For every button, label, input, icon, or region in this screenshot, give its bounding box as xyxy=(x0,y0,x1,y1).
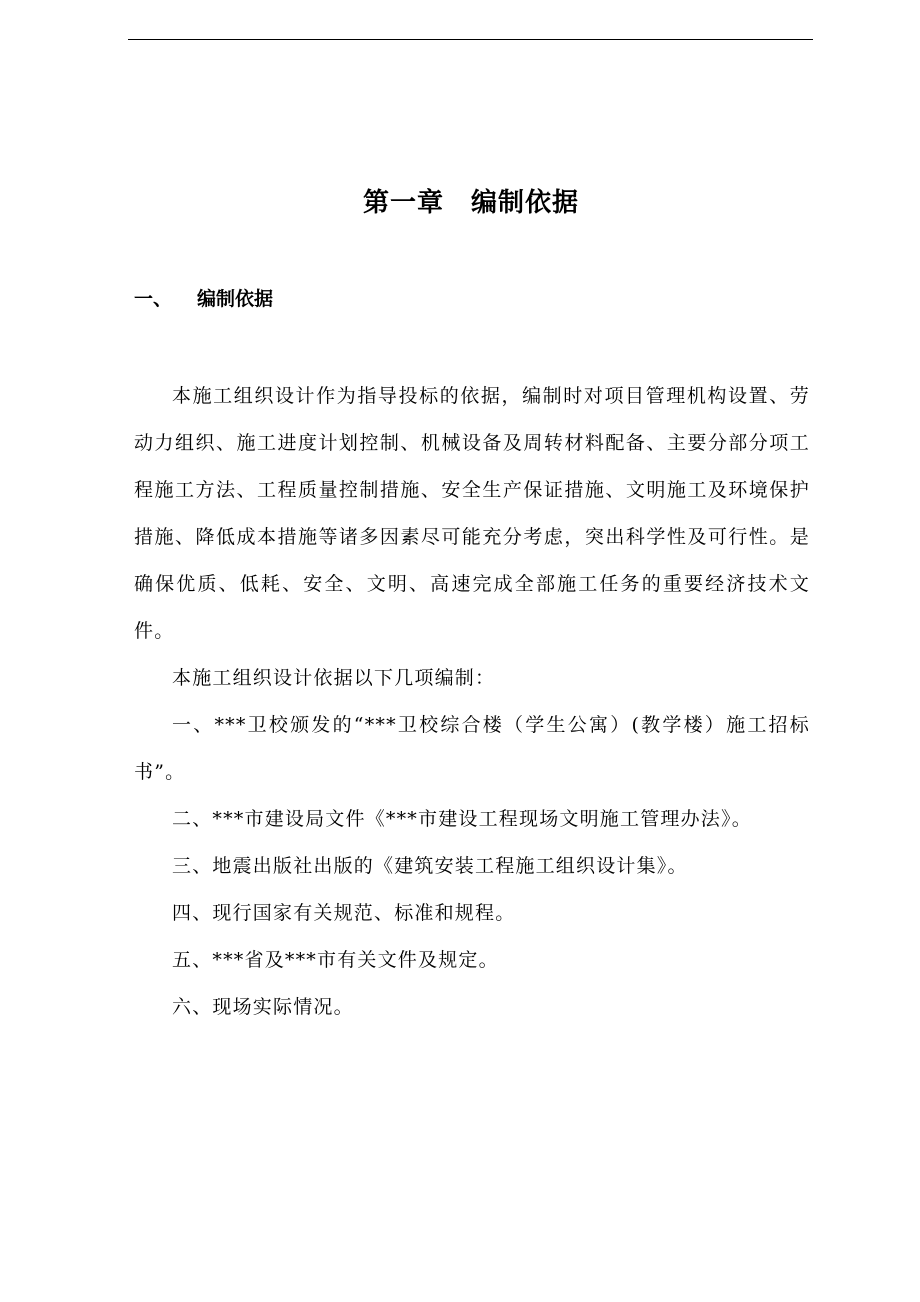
paragraph-intro: 本施工组织设计作为指导投标的依据，编制时对项目管理机构设置、劳动力组织、施工进度计划控制、机械设备及周转材料配备、主要分部分项工程施工方法、工程质量控制措施、安全生产保证措施、文明施工及环境保护措施、降低成本措施等诸多因素尽可能充分考虑，突出科学性及可行性。是确保优质、低耗、安全、文明、高速完成全部施工任务的重要经济技术文件。 xyxy=(134,385,810,642)
list-item: 四、现行国家有关规范、标准和规程。 xyxy=(172,902,516,924)
chapter-title: 第一章 编制依据 xyxy=(362,188,579,218)
section-number: 一、 xyxy=(134,288,173,310)
section-heading xyxy=(134,284,273,314)
paragraph-basis-lead: 本施工组织设计依据以下几项编制： xyxy=(172,667,496,689)
list-item: 六、现场实际情况。 xyxy=(172,996,354,1018)
list-item: 三、地震出版社出版的《建筑安装工程施工组织设计集》。 xyxy=(172,855,688,877)
body-text xyxy=(134,373,810,1031)
section-title: 编制依据 xyxy=(197,288,274,310)
header-rule xyxy=(128,39,813,40)
list-item: 二、***市建设局文件《***市建设工程现场文明施工管理办法》。 xyxy=(172,808,752,830)
list-item: 一、***卫校颁发的“***卫校综合楼（学生公寓）(教学楼）施工招标书”。 xyxy=(134,714,810,783)
list-item: 五、***省及***市有关文件及规定。 xyxy=(172,949,499,971)
